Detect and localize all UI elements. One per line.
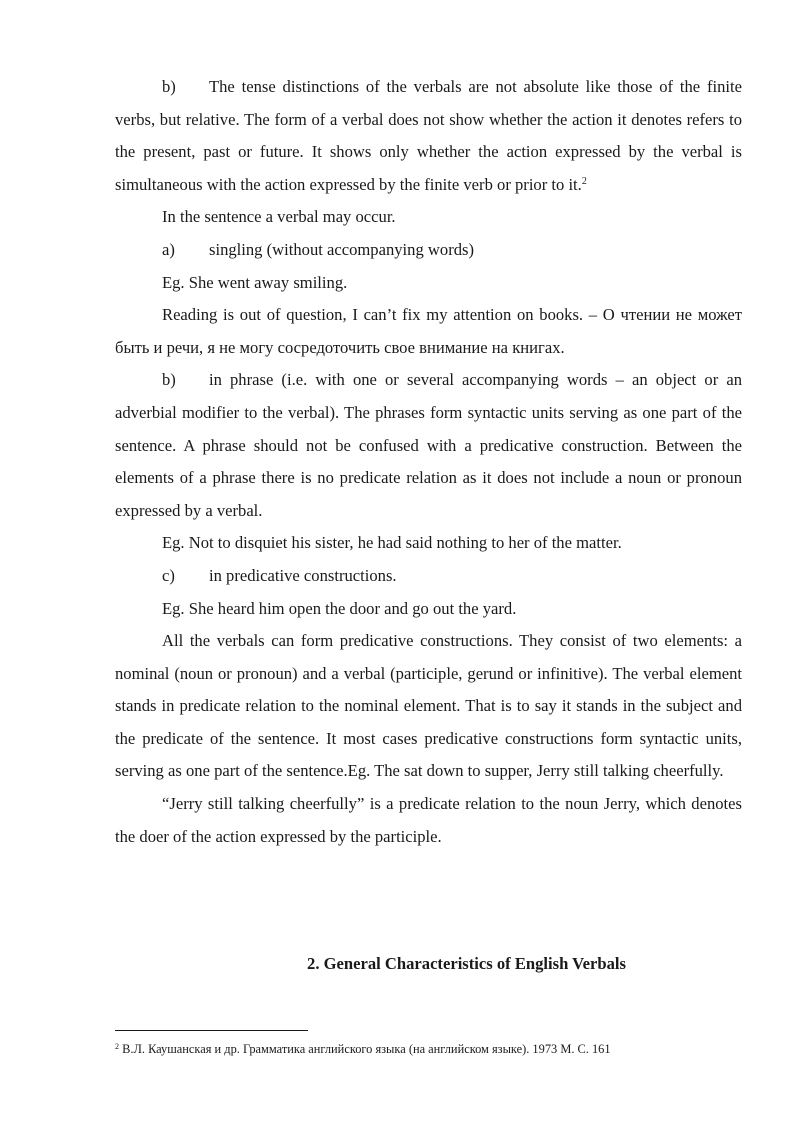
list-marker: b) <box>162 370 176 390</box>
footnote-number: 2 <box>115 1042 119 1051</box>
list-item-text: in predicative constructions. <box>209 565 397 585</box>
list-item-text: in phrase (i.e. with one or several accompanying words – an object or an adverbial modifier to the verbal). The phrases form syntactic units serving as one part of the sentence. A phrase should not be confused with a predicative construction. Between the elements of a phrase there is no predicate relation as it does not include a noun or pronoun expressed by a verbal. <box>115 370 742 520</box>
footnote-separator <box>115 1030 308 1031</box>
footnote-reference[interactable]: 2 <box>581 175 587 187</box>
paragraph-all-verbals: All the verbals can form predicative constructions. They consist of two elements: a nominal (noun or pronoun) and a verbal (participle, gerund or infinitive). The verbal element stands in predicate relation to the nominal element. That is to say it stands in the subject and the predicate of the sentence. It most cases predicative constructions form syntactic units, serving as one part of the sentence.Eg. The sat down to supper, Jerry still talking cheerfully. <box>115 631 742 781</box>
list-marker: b) <box>162 77 176 96</box>
list-item-c <box>115 560 742 593</box>
footnote <box>115 1040 755 1058</box>
list-marker: c) <box>162 565 175 585</box>
body-text <box>115 71 742 853</box>
section-heading <box>115 949 742 979</box>
example-disquiet: Eg. Not to disquiet his sister, he had said nothing to her of the matter. <box>162 533 622 553</box>
paragraph-jerry: “Jerry still talking cheerfully” is a predicate relation to the noun Jerry, which denotes the doer of the action expressed by the participle. <box>115 794 742 846</box>
list-item-a <box>115 234 742 267</box>
list-item-text: singling (without accompanying words) <box>209 239 474 259</box>
example-reading: Reading is out of question, I can’t fix my attention on books. – О чтении не может быть и речи, я не могу сосредоточить свое внимание на книгах. <box>115 305 742 357</box>
paragraph-text: The tense distinctions of the verbals are not absolute like those of the finite verbs, but relative. The form of a verbal does not show whether the action it denotes refers to the present, past or future. It shows only whether the action expressed by the verbal is simultaneous with the action expressed by the finite verb or prior to it. <box>115 77 742 194</box>
paragraph-verbal-occur: In the sentence a verbal may occur. <box>162 207 396 227</box>
section-heading-text: 2. General Characteristics of English Verbals <box>307 954 626 973</box>
example-door: Eg. She heard him open the door and go out the yard. <box>162 598 517 618</box>
footnote-text: В.Л. Каушанская и др. Грамматика английского языка (на английском языке). 1973 М. С. 161 <box>122 1042 611 1056</box>
list-marker: a) <box>162 239 175 259</box>
list-item-b <box>115 364 742 527</box>
paragraph-tense-distinctions <box>115 71 742 201</box>
example-smiling: Eg. She went away smiling. <box>162 272 348 292</box>
